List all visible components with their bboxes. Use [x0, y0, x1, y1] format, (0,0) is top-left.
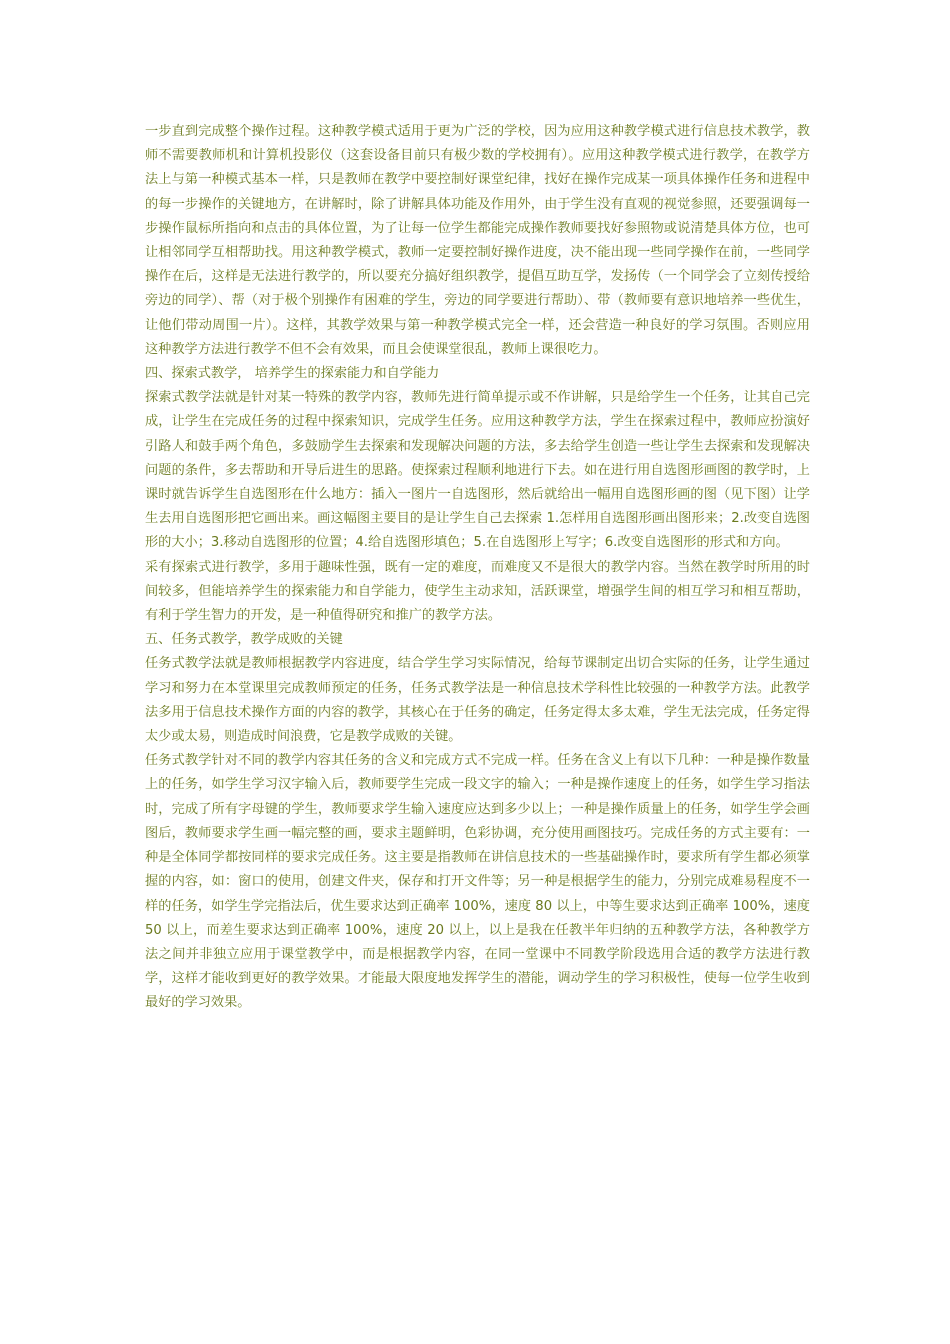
paragraph-exploratory-1: 探索式教学法就是针对某一特殊的教学内容，教师先进行简单提示或不作讲解，只是给学生一个任务，让其自己完成，让学生在完成任务的过程中探索知识，完成学生任务。应用这种教学方法，学生在探索过程中，教师应扮演好引路人和鼓手两个角色，多鼓励学生去探索和发现解决问题的方法，多去给学生创造一些让学生去探索和发现解决问题的条件，多去帮助和开导后进生的思路。使探索过程顺利地进行下去。如在进行用自选图形画图的教学时，上课时就告诉学生自选图形在什么地方：插入一图片一自选图形，然后就给出一幅用自选图形画的图（见下图）让学生去用自选图形把它画出来。画这幅图主要目的是让学生自己去探索 1.怎样用自选图形画出图形来；2.改变自选图形的大小；3.移动自选图形的位置；4.给自选图形填色；5.在自选图形上写字；6.改变自选图形的形式和方向。: [145, 390, 810, 551]
paragraph-exploratory-2: 采有探索式进行教学，多用于趣味性强，既有一定的难度，而难度又不是很大的教学内容。当然在教学时所用的时间较多，但能培养学生的探索能力和自学能力，使学生主动求知，活跃课堂，增强学生间的相互学习和相互帮助，有利于学生智力的开发，是一种值得研究和推广的教学方法。: [145, 559, 810, 624]
section-heading-5: 五、任务式教学，教学成败的关键: [145, 632, 343, 648]
paragraph-task-2: 任务式教学针对不同的教学内容其任务的含义和完成方式不完成一样。任务在含义上有以下几种：一种是操作数量上的任务，如学生学习汉字输入后，教师要学生完成一段文字的输入；一种是操作速度上的任务，如学生学习指法时，完成了所有字母键的学生，教师要求学生输入速度应达到多少以上；一种是操作质量上的任务，如学生学会画图后，教师要求学生画一幅完整的画，要求主题鲜明，色彩协调，充分使用画图技巧。完成任务的方式主要有：一种是全体同学都按同样的要求完成任务。这主要是指教师在讲信息技术的一些基础操作时，要求所有学生都必须掌握的内容，如：窗口的使用，创建文件夹，保存和打开文件等；另一种是根据学生的能力，分别完成难易程度不一样的任务，如学生学完指法后，优生要求达到正确率 100%，速度 80 以上，中等生要求达到正确率 100%，速度 50 以上，而差生要求达到正确率 100%，速度 20 以上，以上是我在任教半年归纳的五种教学方法，各种教学方法之间并非独立应用于课堂教学中，而是根据教学内容，在同一堂课中不同教学阶段选用合适的教学方法进行教学，这样才能收到更好的教学效果。才能最大限度地发挥学生的潜能，调动学生的学习积极性，使每一位学生收到最好的学习效果。: [145, 753, 810, 1011]
section-heading-4: 四、探索式教学， 培养学生的探索能力和自学能力: [145, 366, 440, 382]
paragraph-task-1: 任务式教学法就是教师根据教学内容进度，结合学生学习实际情况，给每节课制定出切合实际的任务，让学生通过学习和努力在本堂课里完成教师预定的任务，任务式教学法是一种信息技术学科性比较强的一种教学方法。此教学法多用于信息技术操作方面的内容的教学，其核心在于任务的确定，任务定得太多太难，学生无法完成，任务定得太少或太易，则造成时间浪费，它是教学成败的关键。: [145, 656, 810, 745]
paragraph-intro: 一步直到完成整个操作过程。这种教学模式适用于更为广泛的学校，因为应用这种教学模式进行信息技术教学，教师不需要教师机和计算机投影仪（这套设备目前只有极少数的学校拥有）。应用这种教学模式进行教学，在教学方法上与第一种模式基本一样，只是教师在教学中要控制好课堂纪律，找好在操作完成某一项具体操作任务和进程中的每一步操作的关键地方，在讲解时，除了讲解具体功能及作用外，由于学生没有直观的视觉参照，还要强调每一步操作鼠标所指向和点击的具体位置，为了让每一位学生都能完成操作教师要找好参照物或说清楚具体方位，也可让相邻同学互相帮助找。用这种教学模式，教师一定要控制好操作进度，决不能出现一些同学操作在前，一些同学操作在后，这样是无法进行教学的，所以要充分搞好组织教学，提倡互助互学，发扬传（一个同学会了立刻传授给旁边的同学）、帮（对于极个别操作有困难的学生，旁边的同学要进行帮助）、带（教师要有意识地培养一些优生，让他们带动周围一片）。这样，其教学效果与第一种教学模式完全一样，还会营造一种良好的学习氛围。否则应用这种教学方法进行教学不但不会有效果，而且会使课堂很乱，教师上课很吃力。: [145, 124, 810, 357]
document-body: [145, 120, 810, 1016]
